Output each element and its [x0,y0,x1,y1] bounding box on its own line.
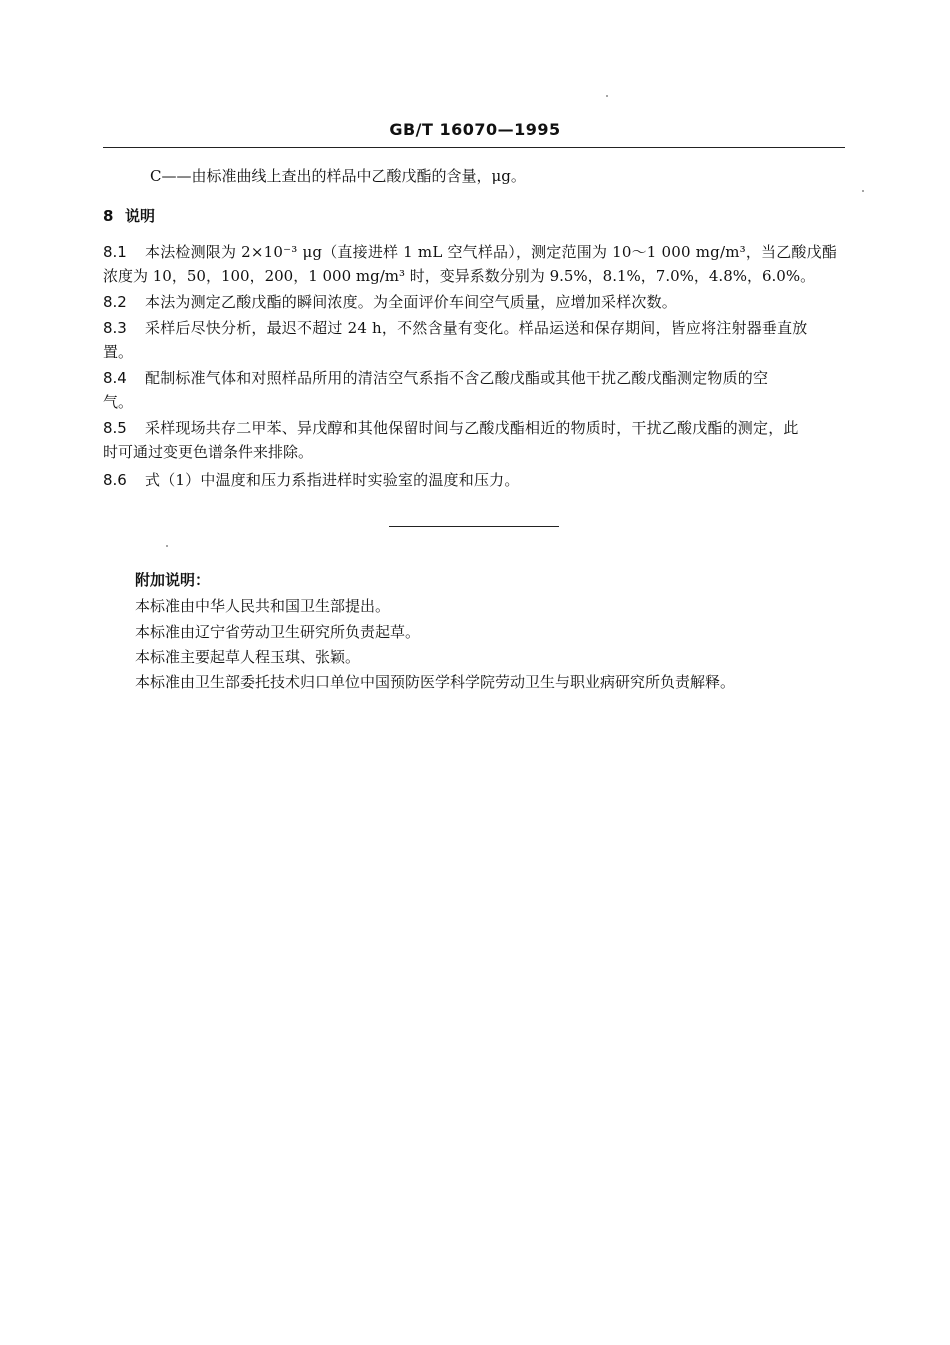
section-number: 8 [103,207,114,225]
end-divider [389,526,559,527]
item-text-line1: 配制标准气体和对照样品所用的清洁空气系指不含乙酸戊酯或其他干扰乙酸戊酯测定物质的空 [145,369,769,387]
item-8-3 [103,316,845,364]
note-line: 本标准由辽宁省劳动卫生研究所负责起草。 [135,623,421,641]
item-number: 8.5 [103,419,127,437]
scan-speck [606,95,608,97]
item-number: 8.1 [103,243,127,261]
standard-code-header: GB/T 16070—1995 [389,120,561,139]
item-8-5 [103,416,845,464]
note-line: 本标准由中华人民共和国卫生部提出。 [135,597,391,615]
item-text-line2: 置。 [103,343,134,361]
item-text-line2: 气。 [103,393,134,411]
header-rule [103,147,845,148]
item-8-2 [103,290,845,314]
item-text-line1: 本法为测定乙酸戊酯的瞬间浓度。为全面评价车间空气质量，应增加采样次数。 [145,293,678,311]
scan-speck [862,190,864,192]
note-line: 本标准主要起草人程玉琪、张颖。 [135,648,361,666]
item-number: 8.4 [103,369,127,387]
item-8-1 [103,240,845,288]
additional-notes-title: 附加说明： [135,571,211,589]
note-line: 本标准由卫生部委托技术归口单位中国预防医学科学院劳动卫生与职业病研究所负责解释。 [135,673,736,691]
item-number: 8.2 [103,293,127,311]
c-variable-definition: C——由标准曲线上查出的样品中乙酸戊酯的含量，μg。 [150,167,526,185]
item-text-line1: 式（1）中温度和压力系指进样时实验室的温度和压力。 [145,471,520,489]
item-text-line1: 采样现场共存二甲苯、异戊醇和其他保留时间与乙酸戊酯相近的物质时，干扰乙酸戊酯的测定，此 [145,419,799,437]
section-title: 说明 [125,207,156,225]
item-text-line2: 时可通过变更色谱条件来排除。 [103,443,314,461]
item-8-4 [103,366,845,414]
scan-speck [166,545,168,547]
item-text-line2: 浓度为 10，50，100，200，1 000 mg/m³ 时，变异系数分别为 9.5%，8.1%，7.0%，4.8%，6.0%。 [103,267,816,285]
item-8-6 [103,468,845,492]
section-heading [103,206,155,226]
item-number: 8.6 [103,471,127,489]
item-text-line1: 本法检测限为 2×10⁻³ μg（直接进样 1 mL 空气样品），测定范围为 10～1 000 mg/m³，当乙酸戊酯 [145,243,838,261]
item-text-line1: 采样后尽快分析，最迟不超过 24 h，不然含量有变化。样品运送和保存期间，皆应将注射器垂直放 [145,319,808,337]
item-number: 8.3 [103,319,127,337]
